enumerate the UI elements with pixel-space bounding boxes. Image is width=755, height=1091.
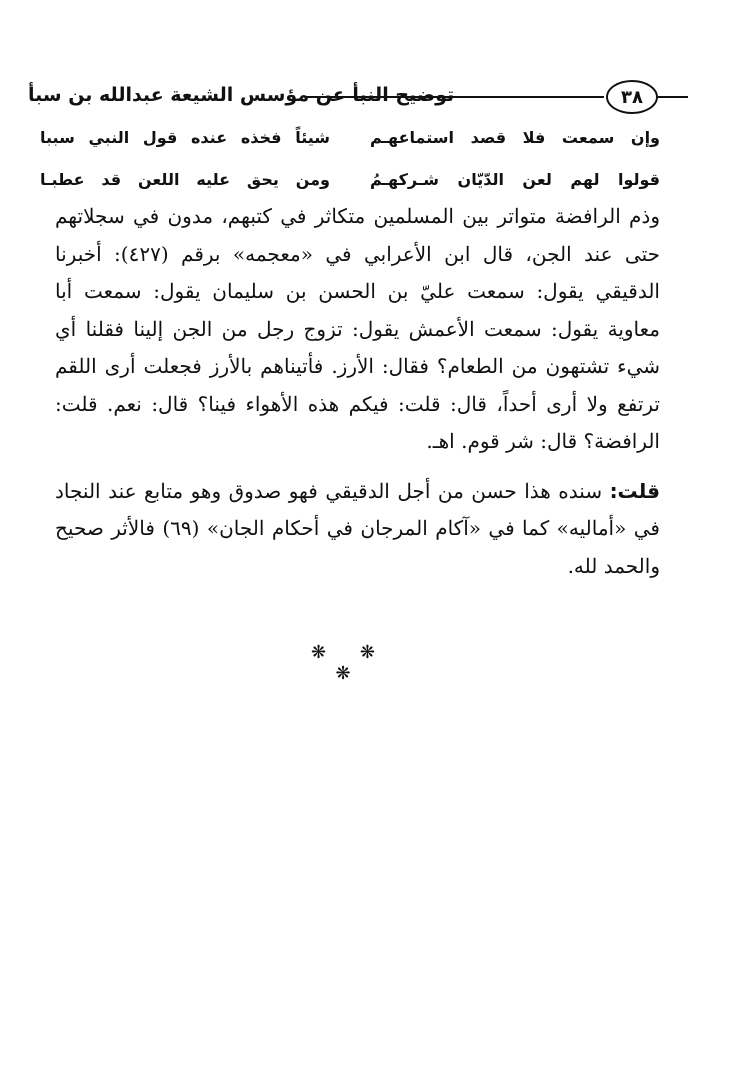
- section-separator: ❋ ❋ ❋: [311, 642, 389, 684]
- verse-first-hemistich: وإن سمعت فلا قصد استماعهـم: [370, 128, 660, 147]
- verse-first-hemistich: قولوا لهم لعن الدّيّان شـركهـمُ: [370, 170, 660, 189]
- body-text: [55, 198, 660, 585]
- header-rule: [306, 96, 604, 98]
- page-number: ٣٨: [606, 80, 658, 114]
- poem: [40, 124, 660, 208]
- verse-second-hemistich: ومن يحق عليه اللعن قد عطبـا: [40, 170, 330, 189]
- poem-verse: [40, 124, 660, 166]
- paragraph: [55, 473, 660, 586]
- running-title: توضيح النبأ عن مؤسس الشيعة عبدالله بن سبأ: [28, 84, 455, 106]
- paragraph: وذم الرافضة متواتر بين المسلمين متكاثر في كتبهم، مدون في سجلاتهم حتى عند الجن، قال ابن الأعرابي في «معجمه» برقم (٤٢٧): أخبرنا الدقيقي يقول: سمعت عليّ بن الحسن بن سليمان يقول: سمعت أبا معاوية يقول: سمعت الأعمش يقول: تزوج رجل من الجن إلينا فقلنا أي شيء تشتهون من الطعام؟ فقال: الأرز. فأتيناهم بالأرز فجعلت أرى اللقم ترتفع ولا أرى أحداً، قال: قلت: فيكم هذه الأهواء فينا؟ قال: نعم. قلت: الرافضة؟ قال: شر قوم. اهـ.: [55, 204, 660, 453]
- page-header: [28, 78, 688, 118]
- paragraph-text: سنده هذا حسن من أجل الدقيقي فهو صدوق وهو متابع عند النجاد في «أماليه» كما في «آكام المرجان في أحكام الجان» (٦٩) فالأثر صحيح والحمد لله.: [55, 478, 660, 578]
- header-rule-right: [658, 96, 688, 98]
- verse-second-hemistich: شيئاً فخذه عنده قول النبي سببا: [40, 128, 330, 147]
- paragraph-lead: قلت:: [609, 478, 660, 503]
